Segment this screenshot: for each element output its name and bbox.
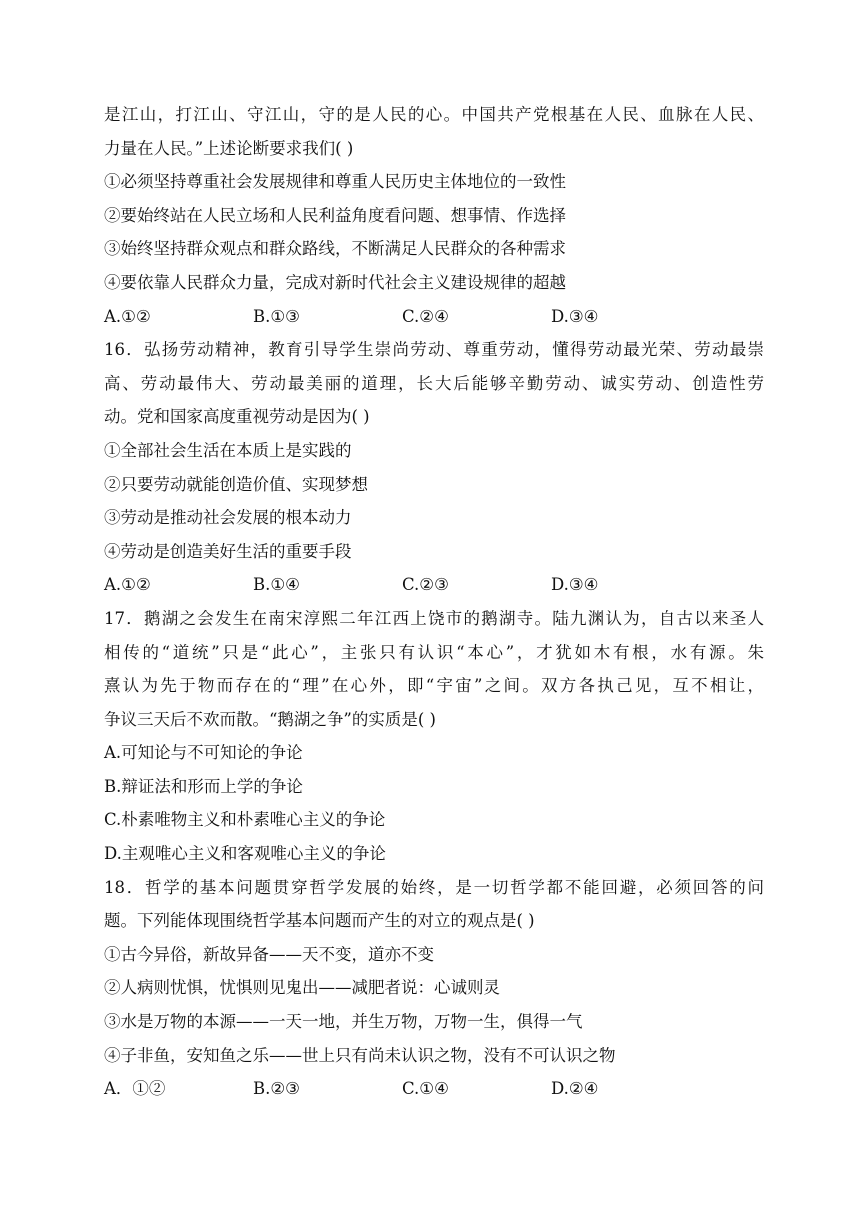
statement: ③始终坚持群众观点和群众路线，不断满足人民群众的各种需求 (104, 239, 566, 259)
question-17 (104, 602, 764, 871)
statement: ②要始终站在人民立场和人民利益角度看问题、想事情、作选择 (104, 205, 566, 225)
option-c: C.②④ (402, 306, 449, 326)
answer-options (104, 568, 764, 602)
option-a: A．①② (104, 1079, 166, 1099)
option-a: A.①② (104, 306, 151, 326)
statement: ②只要劳动就能创造价值、实现梦想 (104, 474, 368, 494)
question-stem-line: 动。党和国家高度重视劳动是因为( ) (104, 407, 370, 427)
question-stem-line: 17．鹅湖之会发生在南宋淳熙二年江西上饶市的鹅湖寺。陆九渊认为，自古以来圣人 (104, 608, 764, 628)
statement: ②人病则忧惧，忧惧则见鬼出——减肥者说：心诚则灵 (104, 978, 500, 998)
option-d: D.主观唯心主义和客观唯心主义的争论 (104, 844, 386, 864)
question-stem-line: 16．弘扬劳动精神，教育引导学生崇尚劳动、尊重劳动，懂得劳动最光荣、劳动最崇 (104, 340, 764, 360)
question-stem-line: 18．哲学的基本问题贯穿哲学发展的始终，是一切哲学都不能回避，必须回答的问 (104, 877, 764, 897)
statement: ④子非鱼，安知鱼之乐——世上只有尚未认识之物，没有不可认识之物 (104, 1045, 616, 1065)
option-b: B.①③ (253, 306, 300, 326)
option-d: D.③④ (551, 575, 599, 595)
question-stem-line: 题。下列能体现围绕哲学基本问题而产生的对立的观点是( ) (104, 911, 535, 931)
option-a: A.可知论与不可知论的争论 (104, 743, 303, 763)
statement: ①全部社会生活在本质上是实践的 (104, 440, 352, 460)
question-stem-line: 是江山，打江山、守江山，守的是人民的心。中国共产党根基在人民、血脉在人民、 (104, 105, 764, 124)
question-15 (104, 98, 764, 333)
question-stem-line: 力量在人民。”上述论断要求我们( ) (104, 138, 354, 158)
option-b: B.①④ (253, 575, 300, 595)
statement: ④劳动是创造美好生活的重要手段 (104, 541, 352, 561)
statement: ①古今异俗，新故异备——天不变，道亦不变 (104, 944, 434, 964)
question-stem-line: 熹认为先于物而存在的“理”在心外，即“宇宙”之间。双方各执己见，互不相让， (104, 676, 764, 696)
question-16 (104, 333, 764, 602)
option-d: D.③④ (551, 306, 599, 326)
option-b: B.②③ (253, 1079, 300, 1099)
option-c: C.朴素唯物主义和朴素唯心主义的争论 (104, 810, 386, 830)
answer-options (104, 300, 764, 334)
question-stem-line: 争议三天后不欢而散。“鹅湖之争”的实质是( ) (104, 709, 436, 729)
statement: ③水是万物的本源——一天一地，并生万物，万物一生，俱得一气 (104, 1012, 583, 1032)
statement: ③劳动是推动社会发展的根本动力 (104, 508, 352, 528)
exam-page (104, 98, 764, 1106)
option-b: B.辩证法和形而上学的争论 (104, 776, 303, 796)
statement: ①必须坚持尊重社会发展规律和尊重人民历史主体地位的一致性 (104, 172, 566, 192)
option-c: C.②③ (402, 575, 449, 595)
option-a: A.①② (104, 575, 151, 595)
option-d: D.②④ (551, 1079, 599, 1099)
question-stem-line: 相传的“道统”只是“此心”，主张只有认识“本心”，才犹如木有根，水有源。朱 (104, 642, 764, 662)
statement: ④要依靠人民群众力量，完成对新时代社会主义建设规律的超越 (104, 272, 566, 292)
question-stem-line: 高、劳动最伟大、劳动最美丽的道理，长大后能够辛勤劳动、诚实劳动、创造性劳 (104, 373, 764, 393)
answer-options (104, 1072, 764, 1106)
question-18 (104, 871, 764, 1106)
option-c: C.①④ (402, 1079, 449, 1099)
